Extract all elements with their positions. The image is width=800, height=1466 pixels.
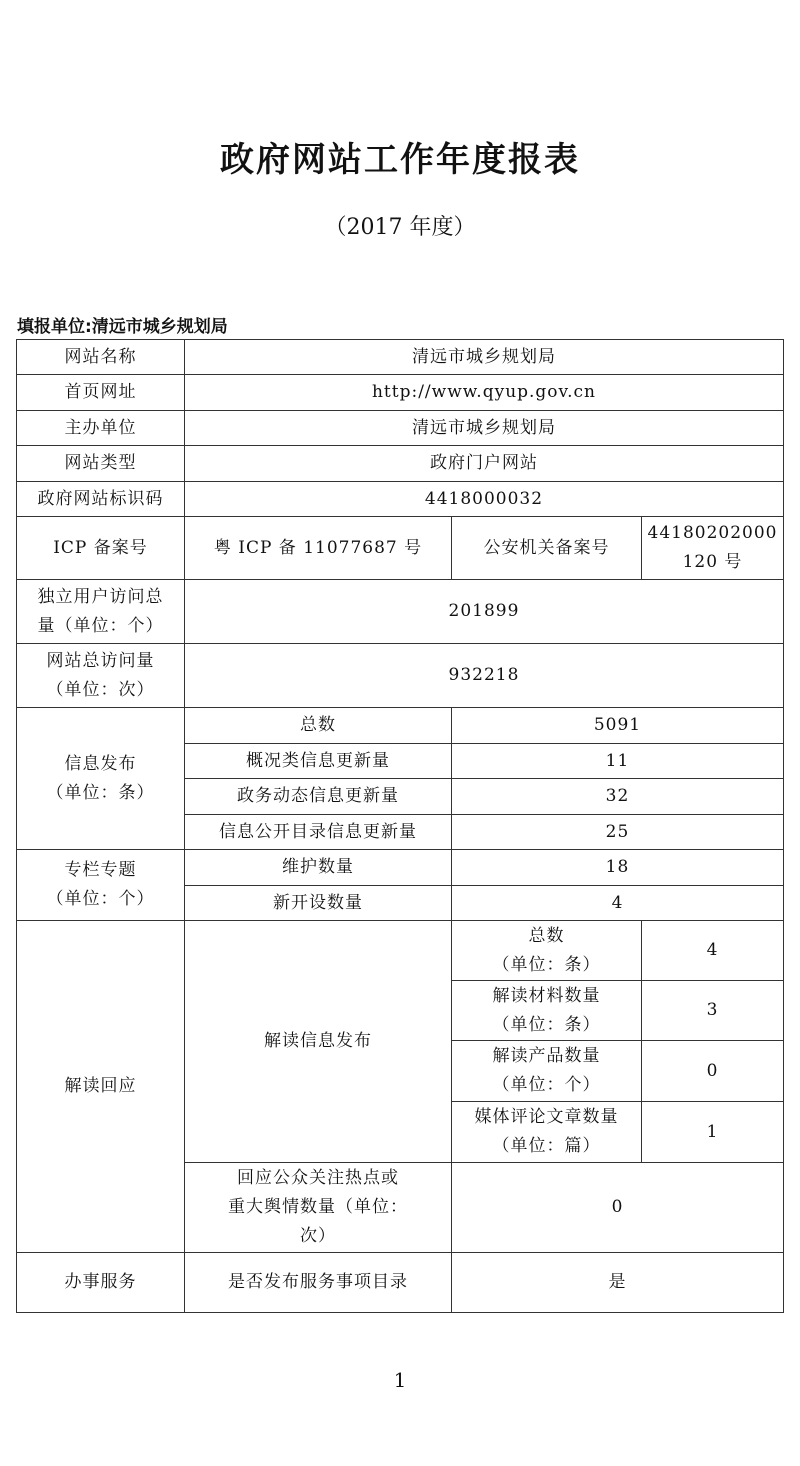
interpretation-publish-label: 解读信息发布 [185, 921, 452, 1163]
police-record-value-line2: 120 号 [682, 552, 743, 572]
site-id-code-label: 政府网站标识码 [17, 482, 185, 517]
info-news-label: 政务动态信息更新量 [185, 779, 452, 815]
table-row [17, 482, 784, 517]
response-label-line1: 回应公众关注热点或 [237, 1168, 399, 1188]
interp-materials-label-line2: （单位：条） [492, 1014, 601, 1035]
interp-products-label [452, 1041, 642, 1102]
response-label-line3: 次） [300, 1226, 336, 1246]
interp-media-label [452, 1102, 642, 1163]
interp-media-label-line2: （单位：篇） [492, 1136, 601, 1156]
info-overview-label: 概况类信息更新量 [185, 744, 452, 779]
table-row [17, 580, 784, 644]
site-id-code-value: 4418000032 [185, 482, 784, 517]
interp-total-value: 4 [642, 921, 784, 981]
services-catalog-value: 是 [452, 1253, 784, 1313]
info-publish-label-line1: 信息发布 [64, 753, 137, 774]
services-label: 办事服务 [17, 1253, 185, 1313]
filing-unit: 填报单位:清远市城乡规划局 [17, 317, 228, 337]
info-publish-label-line2: （单位：条） [46, 782, 155, 803]
site-type-value: 政府门户网站 [185, 446, 784, 482]
police-record-value-line1: 44180202000 [647, 523, 778, 543]
unique-visitors-label [17, 580, 185, 644]
interp-total-label-line1: 总数 [528, 925, 565, 946]
interp-total-label [452, 921, 642, 981]
homepage-url-value: http://www.qyup.gov.cn [185, 375, 784, 411]
columns-label [17, 850, 185, 921]
total-visits-label [17, 644, 185, 708]
info-overview-value: 11 [452, 744, 784, 779]
interp-media-value: 1 [642, 1102, 784, 1163]
info-total-label: 总数 [185, 708, 452, 744]
table-row [17, 375, 784, 411]
unique-visitors-label-line1: 独立用户访问总 [37, 586, 164, 607]
columns-label-line2: （单位：个） [46, 889, 155, 909]
interp-media-label-line1: 媒体评论文章数量 [474, 1107, 619, 1127]
unique-visitors-label-line2: 量（单位：个） [37, 615, 164, 636]
report-table [16, 339, 784, 1313]
homepage-url-label: 首页网址 [17, 375, 185, 411]
police-record-label: 公安机关备案号 [452, 517, 642, 580]
table-row [17, 644, 784, 708]
response-value: 0 [452, 1163, 784, 1253]
site-type-label: 网站类型 [17, 446, 185, 482]
columns-maintained-label: 维护数量 [185, 850, 452, 886]
interp-materials-label-line1: 解读材料数量 [492, 985, 601, 1006]
site-name-value: 清远市城乡规划局 [185, 340, 784, 375]
interpretation-label: 解读回应 [17, 921, 185, 1253]
table-row [17, 921, 784, 981]
interp-materials-value: 3 [642, 981, 784, 1041]
interp-total-label-line2: （单位：条） [492, 954, 601, 975]
columns-new-value: 4 [452, 886, 784, 921]
info-catalog-value: 25 [452, 815, 784, 850]
services-catalog-label: 是否发布服务事项目录 [185, 1253, 452, 1313]
interp-products-label-line1: 解读产品数量 [492, 1046, 601, 1066]
table-row [17, 850, 784, 886]
page-number: 1 [393, 1368, 407, 1392]
table-row [17, 1253, 784, 1313]
page-title: 政府网站工作年度报表 [220, 140, 580, 180]
total-visits-label-line2: （单位：次） [46, 679, 155, 700]
interp-products-label-line2: （单位：个） [492, 1075, 601, 1095]
table-row [17, 340, 784, 375]
table-row [17, 708, 784, 744]
columns-maintained-value: 18 [452, 850, 784, 886]
info-catalog-label: 信息公开目录信息更新量 [185, 815, 452, 850]
unique-visitors-value: 201899 [185, 580, 784, 644]
response-label-line2: 重大舆情数量（单位： [228, 1197, 408, 1217]
interp-products-value: 0 [642, 1041, 784, 1102]
table-row [17, 446, 784, 482]
icp-value: 粤 ICP 备 11077687 号 [185, 517, 452, 580]
table-row [17, 411, 784, 446]
total-visits-label-line1: 网站总访问量 [46, 650, 155, 671]
info-total-value: 5091 [452, 708, 784, 744]
total-visits-value: 932218 [185, 644, 784, 708]
interp-materials-label [452, 981, 642, 1041]
columns-new-label: 新开设数量 [185, 886, 452, 921]
response-label [185, 1163, 452, 1253]
info-news-value: 32 [452, 779, 784, 815]
table-row [17, 517, 784, 580]
site-name-label: 网站名称 [17, 340, 185, 375]
columns-label-line1: 专栏专题 [64, 860, 137, 880]
police-record-value [642, 517, 784, 580]
report-year: （2017 年度） [324, 215, 476, 240]
organizer-label: 主办单位 [17, 411, 185, 446]
organizer-value: 清远市城乡规划局 [185, 411, 784, 446]
icp-label: ICP 备案号 [17, 517, 185, 580]
info-publish-label [17, 708, 185, 850]
